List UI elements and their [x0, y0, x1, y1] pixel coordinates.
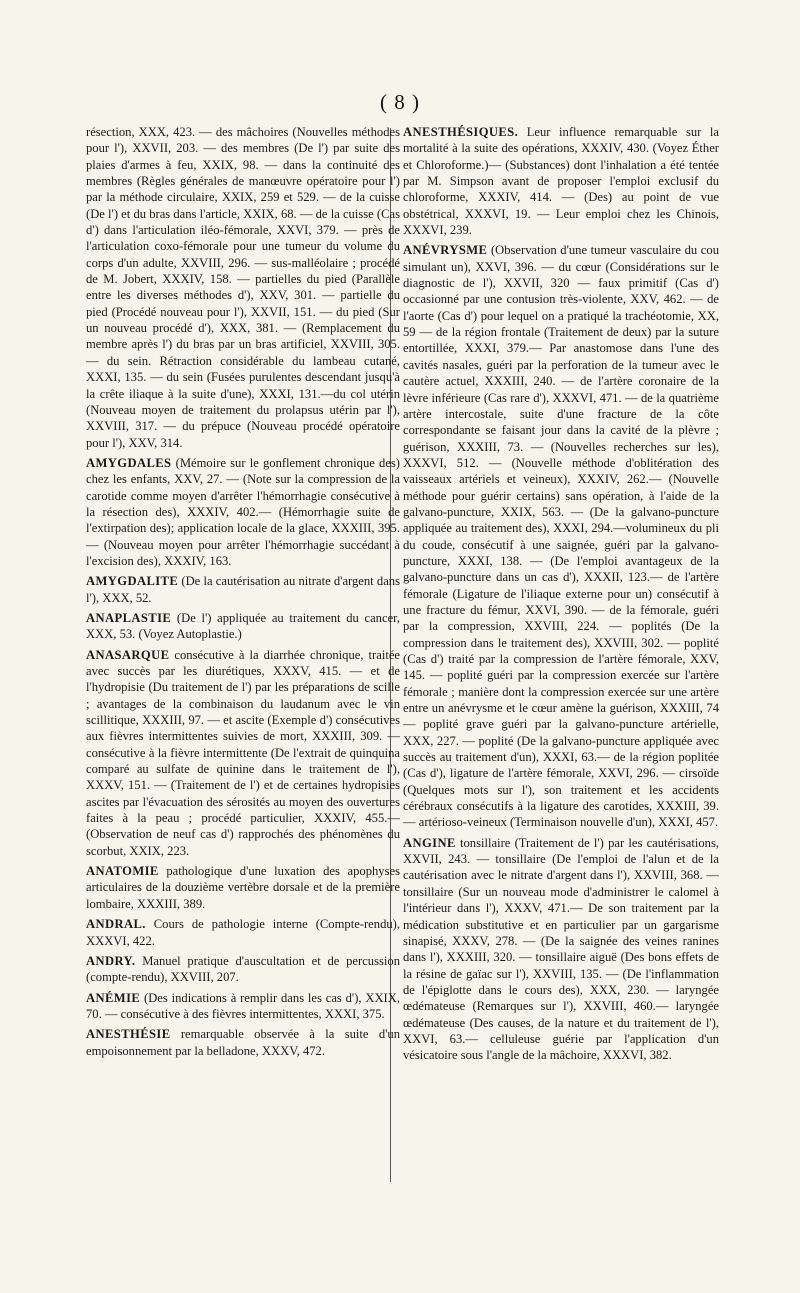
index-entry: [86, 455, 400, 569]
index-entry: [86, 573, 400, 606]
entry-text: Cours de pathologie interne (Compte-rendu), XXXVI, 422.: [86, 917, 400, 948]
entry-headword: ANASARQUE: [86, 647, 170, 662]
entry-headword: AMYGDALES: [86, 455, 172, 470]
index-entry: [86, 124, 400, 451]
index-entry: [86, 916, 400, 949]
entry-headword: AMYGDALITE: [86, 574, 179, 589]
index-entry: [403, 242, 719, 830]
entry-headword: ANDRAL.: [86, 917, 146, 932]
entry-text: (Observation d'une tumeur vasculaire du cou simulant un), XXVI, 396. — du cœur (Considérations sur le diagnostic de l'), XXVII, 320 — faux primitif (Cas d') occasionné par une contusion très-violente, XXV, 462. — de l'aorte (Cas d') pour lequel on a pratiqué la trachéotomie, XX, 59 — de la région frontale (Traitement de deux) par la suture entortillée, XXXI, 379.— Par anastomose dans l'une des cavités nasales, guéri par la perforation de la tumeur avec le cautère actuel, XXXIII, 240. — de l'artère coronaire de la lèvre inférieure (Cas rare d'), XXXVI, 471. — de la quatrième artère intercostale, suite d'une fracture de la côte correspondante se faisant jour dans la cavité de la plèvre ; guérison, XXXIII, 73. — (Nouvelles recherches sur les), XXXVI, 512. — (Nouvelle méthode d'oblitération des vaisseaux artériels et veineux), XXXIV, 262.— (Nouvelle méthode pour guérir certains) sans opération, à l'aide de la galvano-puncture, XXIX, 563. — (De la galvano-puncture appliquée au traitement des), XXXI, 294.—volumineux du pli du coude, consécutif à une saignée, guéri par la galvano-puncture, XXXI, 138. — (De l'emploi avantageux de la galvano-puncture dans un cas d'), XXXII, 123.— de l'artère fémorale (Ligature de l'iliaque externe pour un) consécutif à une fracture du fémur, XXVI, 390. — de la fémorale, guéri par la compression, XXVIII, 224. — poplités (De la compression dans le traitement des), XXVIII, 302. — poplité (Cas d') traité par la compression de l'artère fémorale, XXV, 145. — poplité guéri par la compression exercée sur l'artère fémorale ; manière dont la compression exercée sur une artère entre un anévrysme et le cœur amène la guérison, XXXIII, 74 — poplité grave guéri par la galvano-puncture artérielle, XXX, 227. — poplité (De la galvano-puncture appliquée avec succès au traitement d'un), XXXI, 63.— de la région poplitée (Cas d'), ligature de l'artère fémorale, XXVI, 296. — cirsoïde (Quelques mots sur l'), son traitement et les accidents cérébraux consécutifs à la ligature des carotides, XXXIII, 39. — artérioso-veineux (Terminaison nouvelle d'un), XXXI, 457.: [403, 243, 719, 830]
entry-headword: ANÉMIE: [86, 990, 141, 1005]
index-entry: [86, 953, 400, 986]
entry-headword: ANÉVRYSME: [403, 243, 488, 258]
entry-headword: ANATOMIE: [86, 864, 159, 879]
entry-text: (De l') appliquée au traitement du cancer, XXX, 53. (Voyez Autoplastie.): [86, 610, 400, 642]
index-entry: [86, 990, 400, 1023]
right-column: [403, 124, 719, 1068]
entry-headword: ANGINE: [403, 835, 456, 850]
index-entry: [86, 647, 400, 859]
index-entry: [403, 124, 719, 238]
entry-text: Manuel pratique d'auscultation et de percussion (compte-rendu), XXVIII, 207.: [86, 953, 400, 985]
entry-text: (Des indications à remplir dans les cas d'), XXIX, 70. — consécutive à des fièvres intermittentes, XXXI, 375.: [86, 990, 400, 1021]
left-column: [86, 124, 400, 1063]
entry-text: Leur influence remarquable sur la mortalité à la suite des opérations, XXXIV, 430. (Voyez Éther et Chloroforme.)— (Substances) dont l'inhalation a été tentée par M. Simpson avant de proposer l'emploi exclusif du chloroforme, XXXIV, 414. — (Des) au point de vue obstétrical, XXXVI, 19. — Leur emploi chez les Chinois, XXXVI, 239.: [403, 125, 719, 238]
index-entry: [403, 835, 719, 1064]
entry-headword: ANESTHÉSIQUES.: [403, 125, 519, 139]
entry-headword: ANAPLASTIE: [86, 610, 172, 625]
index-entry: [86, 1026, 400, 1059]
entry-headword: ANESTHÉSIE: [86, 1027, 171, 1042]
entry-text: résection, XXX, 423. — des mâchoires (Nouvelles méthodes pour l'), XXVII, 203. — des membres (De l') par suite des plaies d'armes à feu, XXIX, 98. — dans la continuité des membres (Règles générales de manœuvre opératoire pour l') par la méthode circulaire, XXIX, 259 et 529. — de la cuisse (De l') et du bras dans l'article, XXIX, 68. — de la cuisse (Cas d') dans l'articulation iléo-fémorale, XXVI, 379. — près de l'articulation coxo-fémorale pour une tumeur du volume du corps d'un adulte, XXVIII, 296. — sus-malléolaire ; procédé de M. Jobert, XXXIV, 158. — partielles du pied (Parallèle entre les diverses méthodes d'), XXV, 301. — partielle du pied (Procédé nouveau pour l'), XXVII, 151. — du pied (Sur un nouveau procédé d'), XXX, 381. — (Remplacement du membre après l') du bras par un bras artificiel, XXVIII, 305. — du sein. Rétraction considérable du lambeau cutané, XXXI, 135. — du sein (Fusées purulentes descendant jusqu'à la crête iliaque à la suite d'une), XXXI, 131.—du col utérin (Nouveau moyen de traitement du prolapsus utérin par l'), XXVIII, 317. — du prépuce (Nouveau procédé opératoire pour l'), XXV, 314.: [86, 125, 400, 450]
page-number: ( 8 ): [380, 90, 420, 114]
entry-headword: ANDRY.: [86, 953, 136, 968]
entry-text: pathologique d'une luxation des apophyses articulaires de la douzième vertèbre dorsale et de la première lombaire, XXXIII, 389.: [86, 864, 400, 911]
index-entry: [86, 610, 400, 643]
entry-text: remarquable observée à la suite d'un empoisonnement par la belladone, XXXV, 472.: [86, 1027, 400, 1058]
entry-text: (Mémoire sur le gonflement chronique des) chez les enfants, XXV, 27. — (Note sur la compression de la carotide comme moyen d'arrêter l'hémorrhagie consécutive à la résection des), XXXIV, 402.— (Hémorrhagie suite de l'extirpation des); application locale de la glace, XXXIII, 395. — (Nouveau moyen pour arrêter l'hémorrhagie succédant à l'excision des), XXXIV, 163.: [86, 455, 400, 568]
entry-text: tonsillaire (Traitement de l') par les cautérisations, XXVII, 243. — tonsillaire (De l'emploi de l'alun et de la cautérisation avec le nitrate d'argent dans l'), XXVIII, 368. — tonsillaire (Sur un nouveau mode d'administrer le calomel à l'intérieur dans l'), XXXV, 471.— De son traitement par la médication substitutive et en particulier par un gargarisme sinapisé, XXXV, 278. — (De la saignée des veines ranines dans l'), XXXIII, 320. — tonsillaire aiguë (Des bons effets de la résine de gaïac sur l'), XXVIII, 135. — (De l'inflammation de l'épiglotte dans le cours des), XXX, 230. — laryngée œdémateuse (Remarques sur l'), XXVIII, 460.— laryngée œdémateuse (Des causes, de la nature et du traitement de l'), XXVI, 63.— celluleuse guérie par l'application d'un vésicatoire sous l'angle de la mâchoire, XXXVI, 382.: [403, 835, 719, 1063]
entry-text: consécutive à la diarrhée chronique, traitée avec succès par les diurétiques, XXXV, 415. — et de l'hydropisie (Du traitement de l') par les préparations de scille ; avantages de la combinaison du laudanum avec le vin scillitique, XXXIII, 97. — et ascite (Exemple d') consécutives aux fièvres intermittentes suivies de mort, XXXIII, 309. — consécutive à la fièvre intermittente (De l'extrait de quinquina comparé au sulfate de quinine dans le traitement de l'), XXXV, 151. — (Traitement de l') et de certaines hydropisies ascites par l'évacuation des sérosités au moyen des ouvertures faites à la peau ; procédé particulier, XXXIV, 455.—(Observation de neuf cas d') rapprochés des phénomènes du scorbut, XXIX, 223.: [86, 647, 400, 858]
entry-text: (De la cautérisation au nitrate d'argent dans l'), XXX, 52.: [86, 574, 400, 605]
index-entry: [86, 863, 400, 912]
